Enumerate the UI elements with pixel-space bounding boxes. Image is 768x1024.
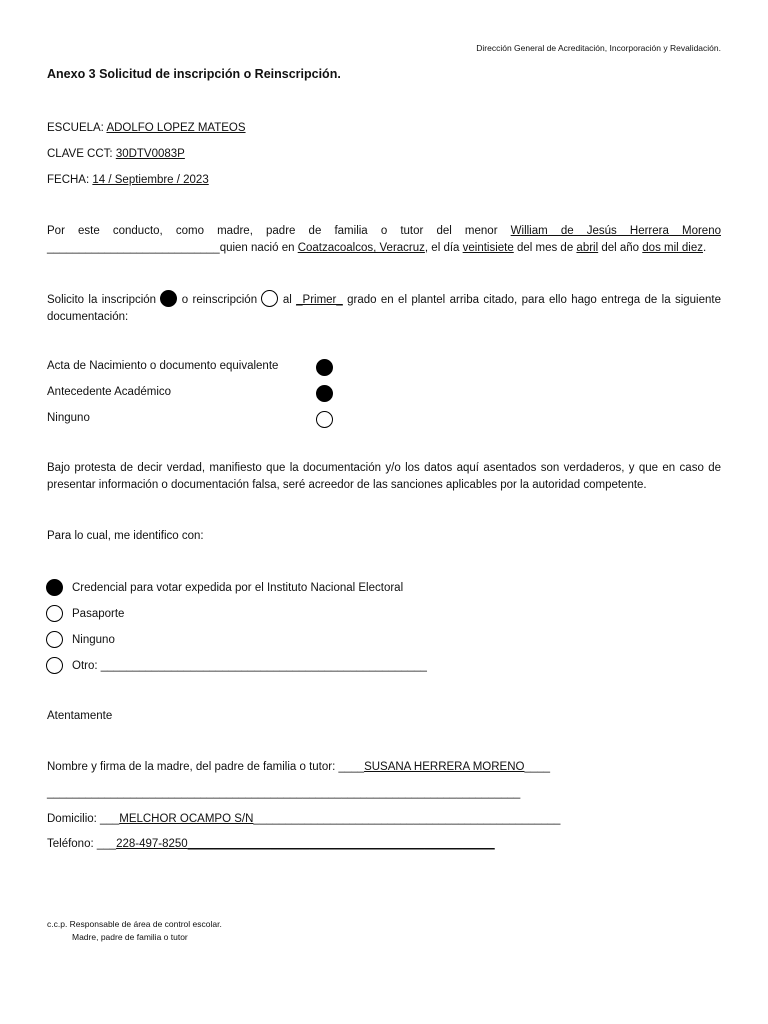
blank: ___ <box>96 838 117 850</box>
telefono-label: Teléfono: <box>47 838 97 850</box>
fecha-value: 14 / Septiembre / 2023 <box>92 174 209 186</box>
name-blank: ___________________________ <box>47 242 220 254</box>
doc-label: Ninguno <box>47 412 90 424</box>
doc-checkbox-ninguno[interactable] <box>316 411 333 428</box>
doc-checkbox-acta[interactable] <box>316 359 333 376</box>
id-radio-otro[interactable] <box>46 657 63 674</box>
request-text: o reinscripción <box>181 294 262 306</box>
request-paragraph <box>47 290 721 326</box>
fecha-label: FECHA: <box>47 174 93 186</box>
request-text: al <box>282 294 297 306</box>
id-option-label: Credencial para votar expedida por el Instituto Nacional Electoral <box>72 581 404 594</box>
grade-value: _Primer_ <box>296 294 343 306</box>
signature-field <box>47 761 550 773</box>
fecha-field <box>47 174 209 186</box>
minor-name: William de Jesús Herrera Moreno <box>510 225 721 237</box>
id-option-label: Ninguno <box>72 633 115 646</box>
request-text: grado en el plantel arriba citado, para ello hago entrega de la siguiente documentación: <box>47 294 721 323</box>
telefono-value: 228-497-8250 <box>116 838 188 850</box>
doc-checkbox-antecedente[interactable] <box>316 385 333 402</box>
blank: ____ <box>338 761 365 773</box>
intro-paragraph <box>47 223 721 257</box>
domicilio-value: MELCHOR OCAMPO S/N <box>119 813 254 825</box>
id-option-ninguno <box>46 631 115 648</box>
signature-value: SUSANA HERRERA MORENO <box>364 761 525 773</box>
blank: ___ <box>100 813 120 825</box>
birth-day: veintisiete <box>462 242 514 254</box>
id-option-label: Pasaporte <box>72 607 125 620</box>
id-option-otro <box>46 657 427 674</box>
reinscripcion-radio[interactable] <box>261 290 278 307</box>
inscripcion-radio[interactable] <box>160 290 177 307</box>
birth-month: abril <box>576 242 599 254</box>
ccp-line1: c.c.p. Responsable de área de control escolar. <box>47 919 222 929</box>
id-radio-pasaporte[interactable] <box>46 605 63 622</box>
id-option-label: Otro: ___________________________________________________ <box>72 659 427 672</box>
clave-field <box>47 148 185 160</box>
identification-intro: Para lo cual, me identifico con: <box>47 530 204 542</box>
intro-text: quien nació en <box>219 242 298 254</box>
declaration-paragraph: Bajo protesta de decir verdad, manifiesto que la documentación y/o los datos aquí asentados son verdaderos, y que en caso de presentar información o documentación falsa, seré acreedor de las sanciones aplicables por la autoridad competente. <box>47 462 721 491</box>
intro-text: , el día <box>424 242 463 254</box>
birth-year: dos mil diez <box>642 242 703 254</box>
doc-label: Antecedente Académico <box>47 386 172 398</box>
request-text: Solicito la inscripción <box>47 294 161 306</box>
clave-value: 30DTV0083P <box>115 148 185 160</box>
intro-text: . <box>703 242 707 254</box>
atentamente: Atentamente <box>47 710 113 722</box>
signature-label: Nombre y firma de la madre, del padre de familia o tutor: <box>47 761 339 773</box>
birthplace: Coatzacoalcos, Veracruz <box>297 242 425 254</box>
telefono-field <box>47 838 495 850</box>
signature-line: __________________________________________________________________________ <box>47 787 521 799</box>
id-option-pasaporte <box>46 605 124 622</box>
domicilio-field <box>47 813 560 825</box>
intro-text: del año <box>598 242 643 254</box>
agency-header: Dirección General de Acreditación, Incorporación y Revalidación. <box>476 43 721 53</box>
intro-text: del mes de <box>513 242 577 254</box>
clave-label: CLAVE CCT: <box>47 148 116 160</box>
intro-text: Por este conducto, como madre, padre de familia o tutor del menor <box>47 225 511 237</box>
id-option-ine <box>46 579 403 596</box>
blank: ________________________________________________ <box>187 838 495 850</box>
blank: ____ <box>524 761 551 773</box>
domicilio-label: Domicilio: <box>47 813 101 825</box>
id-radio-ine[interactable] <box>46 579 63 596</box>
escuela-value: ADOLFO LOPEZ MATEOS <box>106 122 246 134</box>
doc-label: Acta de Nacimiento o documento equivalente <box>47 360 279 372</box>
ccp-line2: Madre, padre de familia o tutor <box>72 932 188 942</box>
id-radio-ninguno[interactable] <box>46 631 63 648</box>
blank: ________________________________________________ <box>253 813 561 825</box>
escuela-label: ESCUELA: <box>47 122 107 134</box>
escuela-field <box>47 122 246 134</box>
document-title: Anexo 3 Solicitud de inscripción o Reinscripción. <box>47 67 341 81</box>
